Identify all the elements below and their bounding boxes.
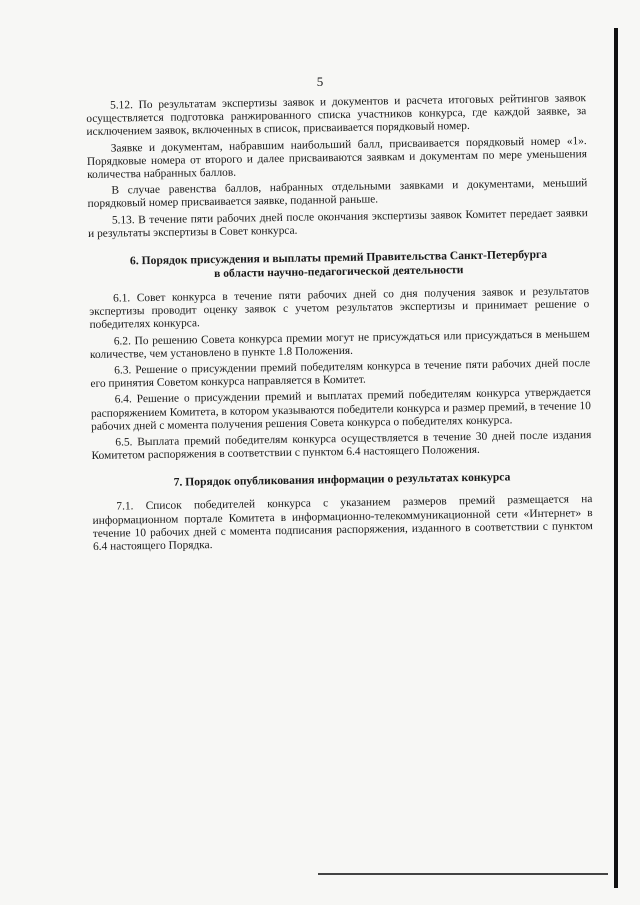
paragraph-6-1: 6.1. Совет конкурса в течение пяти рабочих дней со дня получения заявок и результатов экспертизы проводит оценку заявок с учетом результатов экспертизы и принимает решение о победителях конкурса.	[89, 285, 590, 332]
document-body	[86, 92, 593, 557]
paragraph-5-12-tie: В случае равенства баллов, набранных отдельными заявками и документами, меньший порядковый номер присваивается заявке, поданной раньше.	[87, 177, 588, 211]
page-number: 5	[316, 74, 324, 89]
paragraph-6-3: 6.3. Решение о присуждении премий победителям конкурса в течение пяти рабочих дней после его принятия Советом конкурса направляется в Комитет.	[90, 357, 591, 391]
paragraph-6-2: 6.2. По решению Совета конкурса премии могут не присуждаться или присуждаться в меньшем количестве, чем установлено в пункте 1.8 Положения.	[89, 327, 590, 361]
paragraph-5-12: 5.12. По результатам экспертизы заявок и документов и расчета итоговых рейтингов заявок осуществляется подготовка ранжированного списка участников конкурса, где каждой заявке, за исключением заявок, включенных в список, присваивается порядковый номер.	[86, 92, 587, 139]
section-6-title-line-2: в области научно-педагогической деятельности	[213, 263, 464, 281]
section-6-title	[88, 247, 588, 283]
paragraph-6-4: 6.4. Решение о присуждении премий и выплатах премий победителям конкурса утверждается распоряжением Комитета, в котором указываются победители конкурса и размер премий, в течение 10 рабочих дней с момента получения решения Совета конкурса о победителях конкурса.	[90, 386, 591, 433]
scan-edge-shadow	[614, 28, 618, 888]
paragraph-6-5: 6.5. Выплата премий победителям конкурса осуществляется в течение 30 дней после издания Комитетом распоряжения в соответствии с пунктом 6.4 настоящего Положения.	[91, 429, 592, 463]
section-7-title: 7. Порядок опубликования информации о результатах конкурса	[173, 470, 511, 490]
paragraph-7-1: 7.1. Список победителей конкурса с указанием размеров премий размещается на информационном портале Комитета в информационно-телекоммуникационной сети «Интернет» в течение 10 рабочих дней с момента подписания распоряжения, изданного в соответствии с пунктом 6.4 настоящего Порядка.	[92, 493, 593, 554]
paragraph-5-13: 5.13. В течение пяти рабочих дней после окончания экспертизы заявок Комитет передает заявки и результаты экспертизы в Совет конкурса.	[88, 206, 588, 240]
paragraph-5-12-first-place: Заявке и документам, набравшим наибольший балл, присваивается порядковый номер «1». Порядковые номера от второго и далее присваиваются заявкам и документам по мере уменьшения количества набранных баллов.	[86, 134, 588, 182]
bottom-rule	[318, 873, 608, 875]
section-6-title-line-1: 6. Порядок присуждения и выплаты премий Правительства Санкт-Петербурга	[129, 247, 548, 268]
